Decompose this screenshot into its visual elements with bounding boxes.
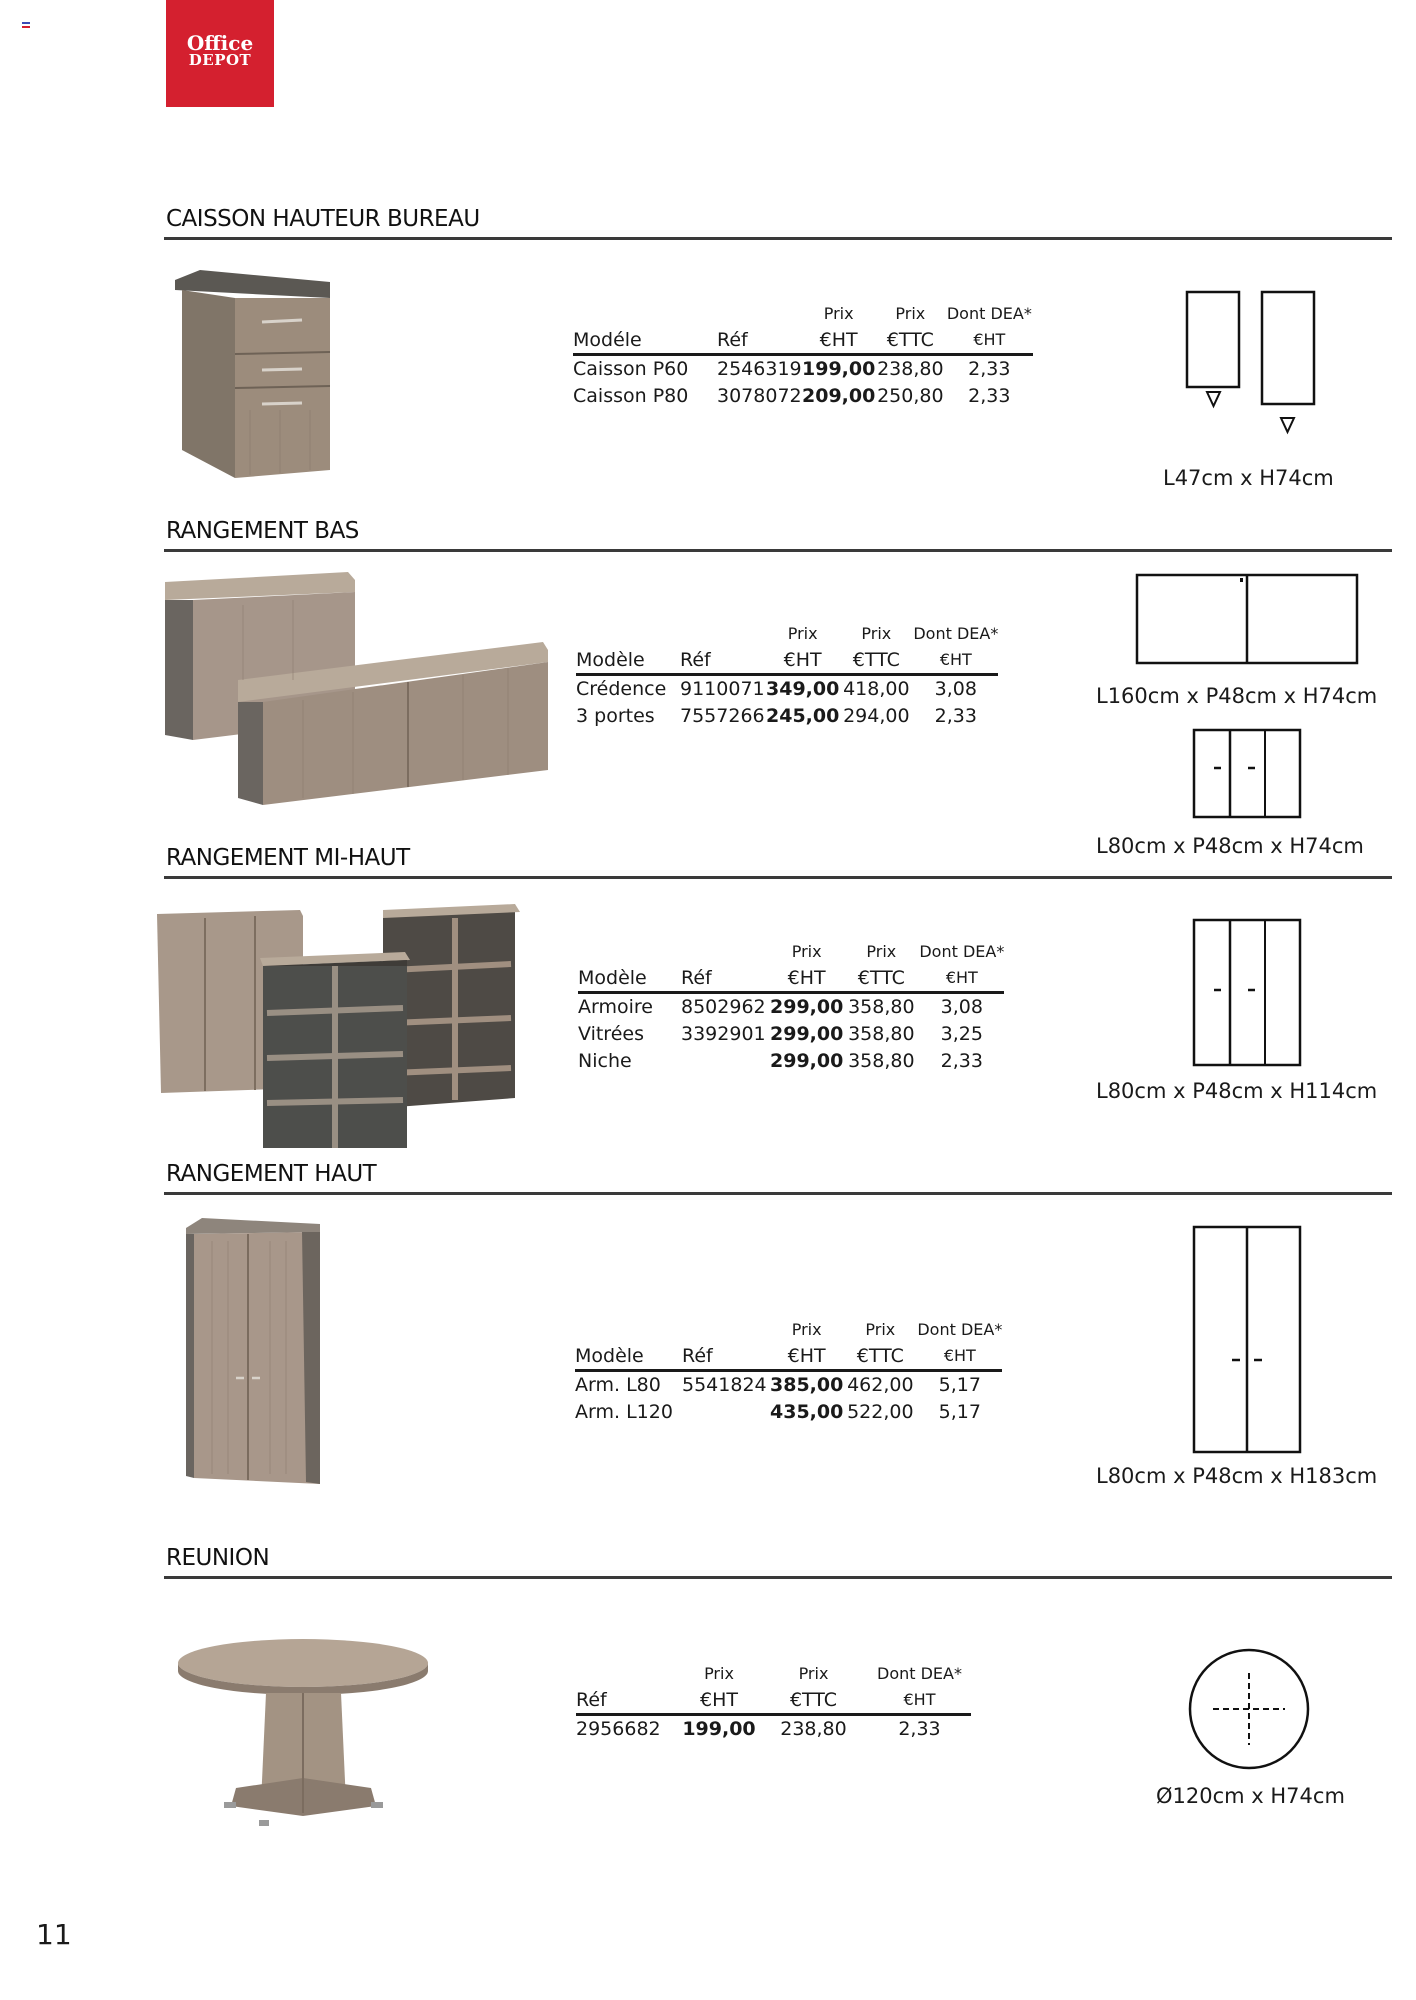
low-storage-image (163, 570, 553, 810)
section-divider (164, 876, 1392, 879)
table-row: Arm. L120 435,00 522,00 5,17 (575, 1401, 981, 1423)
credence-diagram-icon (1135, 573, 1360, 668)
table-row: Niche 299,00 358,80 2,33 (578, 1050, 983, 1072)
dimension-label: L80cm x P48cm x H74cm (1096, 834, 1364, 858)
price-table-haut: Prix Prix Dont DEA* Modèle Réf €HT €TTC €HT Arm. L80 5541824 385,00 462,00 5,17 Arm. L120 435,00 522,00 5,17 (575, 1316, 1002, 1426)
section-divider (164, 1192, 1392, 1195)
table-row: Crédence 9110071 349,00 418,00 3,08 (576, 678, 977, 700)
drawer-pedestal-image (170, 270, 340, 480)
tall-cabinet-image (182, 1216, 322, 1491)
table-row: Armoire 8502962 299,00 358,80 3,08 (578, 996, 983, 1018)
table-row: Caisson P60 2546319 199,00 238,80 2,33 (573, 358, 1011, 380)
section-title: RANGEMENT BAS (166, 518, 359, 544)
price-table-mi-haut: Prix Prix Dont DEA* Modèle Réf €HT €TTC €HT Armoire 8502962 299,00 358,80 3,08 Vitrées 3392901 299,00 358,80 3,25 Niche 299,00 358,80 2,33 (578, 938, 1004, 1075)
round-meeting-table-image (176, 1638, 431, 1833)
table-row: 3 portes 7557266 245,00 294,00 2,33 (576, 705, 977, 727)
armoire-haut-diagram-icon (1192, 1225, 1304, 1455)
round-table-diagram-icon (1187, 1647, 1312, 1772)
dimension-label: L160cm x P48cm x H74cm (1096, 684, 1378, 708)
section-title: RANGEMENT HAUT (166, 1161, 377, 1187)
section-title: CAISSON HAUTEUR BUREAU (166, 206, 480, 232)
mid-height-storage-image (155, 908, 520, 1153)
section-divider (164, 1576, 1392, 1579)
table-row: Vitrées 3392901 299,00 358,80 3,25 (578, 1023, 983, 1045)
three-door-diagram-icon (1192, 728, 1304, 820)
caisson-diagram-icon (1185, 290, 1320, 440)
dimension-label: L47cm x H74cm (1163, 466, 1334, 490)
office-depot-logo: Office DEPOT (166, 0, 274, 107)
section-title: REUNION (166, 1545, 270, 1571)
table-row: Caisson P80 3078072 209,00 250,80 2,33 (573, 385, 1011, 407)
dimension-label: L80cm x P48cm x H114cm (1096, 1079, 1378, 1103)
dimension-label: L80cm x P48cm x H183cm (1096, 1464, 1378, 1488)
table-row: 2956682 199,00 238,80 2,33 (576, 1718, 941, 1740)
armoire-mi-haut-diagram-icon (1192, 918, 1304, 1068)
flag-mark-icon (22, 22, 30, 28)
section-title: RANGEMENT MI-HAUT (166, 845, 410, 871)
price-table-caisson: Prix Prix Dont DEA* Modéle Réf €HT €TTC €HT Caisson P60 2546319 199,00 238,80 2,33 Caisson P80 3078072 209,00 250,80 2,33 (573, 300, 1033, 410)
page-number: 11 (36, 1918, 72, 1951)
section-divider (164, 237, 1392, 240)
dimension-label: Ø120cm x H74cm (1156, 1784, 1345, 1808)
price-table-bas: Prix Prix Dont DEA* Modèle Réf €HT €TTC €HT Crédence 9110071 349,00 418,00 3,08 3 portes 7557266 245,00 294,00 2,33 (576, 620, 998, 730)
price-table-reunion: Prix Prix Dont DEA* Réf €HT €TTC €HT 2956682 199,00 238,80 2,33 (576, 1660, 971, 1743)
table-row: Arm. L80 5541824 385,00 462,00 5,17 (575, 1374, 981, 1396)
section-divider (164, 549, 1392, 552)
